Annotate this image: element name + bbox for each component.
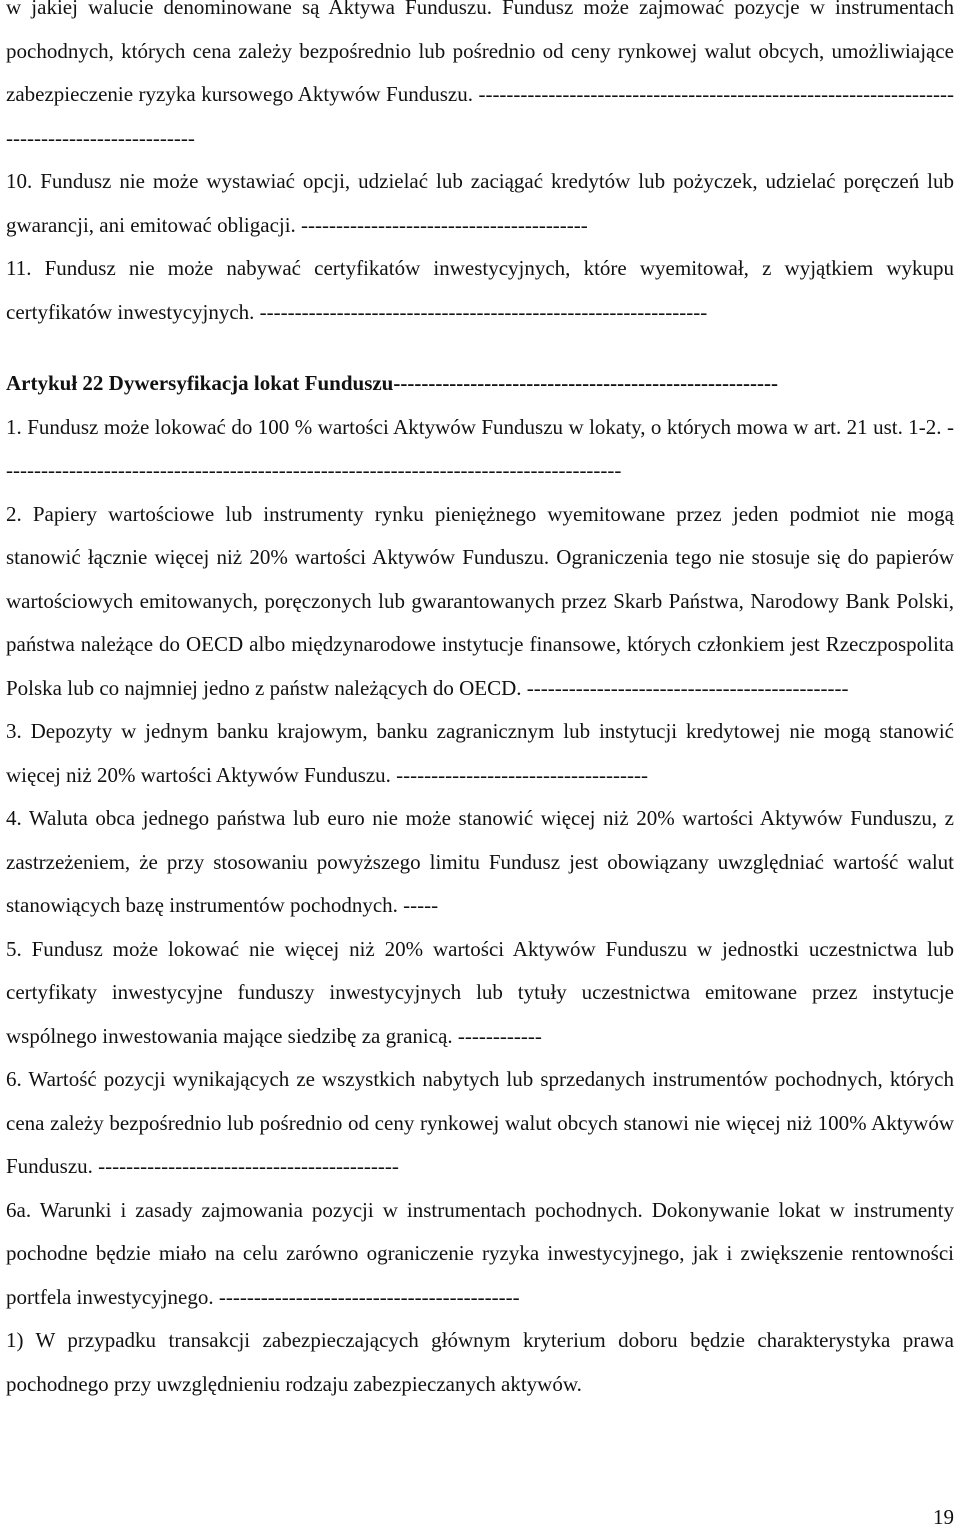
page-number: 19 (933, 1505, 954, 1529)
article-paragraph-4: 4. Waluta obca jednego państwa lub euro nie może stanowić więcej niż 20% wartości Aktywów Funduszu, z zastrzeżeniem, że przy stosowaniu powyższego limitu Fundusz jest obowiązany uwzględniać wartość walut stanowiących bazę instrumentów pochodnych. ----- (6, 806, 954, 917)
paragraph-continuation: w jakiej walucie denominowane są Aktywa Funduszu. Fundusz może zajmować pozycje w instrumentach pochodnych, których cena zależy bezpośrednio lub pośrednio od ceny rynkowej walut obcych, umożliwiające zabezpieczenie ryzyka kursowego Aktywów Funduszu. ----------------------------------------------------------------------------------------------- (6, 0, 954, 150)
article-paragraph-6a-1: 1) W przypadku transakcji zabezpieczających głównym kryterium doboru będzie charakterystyka prawa pochodnego przy uwzględnieniu rodzaju zabezpieczanych aktywów. (6, 1328, 954, 1396)
paragraph-11: 11. Fundusz nie może nabywać certyfikatów inwestycyjnych, które wyemitował, z wyjątkiem wykupu certyfikatów inwestycyjnych. ---------------------------------------------------------------- (6, 256, 954, 324)
paragraph-10: 10. Fundusz nie może wystawiać opcji, udzielać lub zaciągać kredytów lub pożyczek, udzielać poręczeń lub gwarancji, ani emitować obligacji. ----------------------------------------- (6, 169, 954, 237)
article-paragraph-6a: 6a. Warunki i zasady zajmowania pozycji w instrumentach pochodnych. Dokonywanie lokat w instrumenty pochodne będzie miało na celu zarówno ograniczenie ryzyka inwestycyjnego, jak i zwiększenie rentowności portfela inwestycyjnego. ------------------------------------------- (6, 1197, 954, 1309)
article-paragraph-3: 3. Depozyty w jednym banku krajowym, banku zagranicznym lub instytucji kredytowej nie mogą stanowić więcej niż 20% wartości Aktywów Funduszu. ------------------------------------ (6, 719, 954, 787)
article-paragraph-2: 2. Papiery wartościowe lub instrumenty rynku pieniężnego wyemitowane przez jeden podmiot nie mogą stanowić łącznie więcej niż 20% wartości Aktywów Funduszu. Ograniczenia tego nie stosuje się do papierów wartościowych emitowanych, poręczonych lub gwarantowanych przez Skarb Państwa, Narodowy Bank Polski, państwa należące do OECD albo międzynarodowe instytucje finansowe, których członkiem jest Rzeczpospolita Polska lub co najmniej jedno z państw należących do OECD. ---------------------------------------------- (6, 501, 954, 700)
article-paragraph-5: 5. Fundusz może lokować nie więcej niż 20% wartości Aktywów Funduszu w jednostki uczestnictwa lub certyfikaty inwestycyjne funduszy inwestycyjnych lub tytuły uczestnictwa emitowane przez instytucje wspólnego inwestowania mające siedzibę za granicą. ------------ (6, 936, 954, 1048)
article-22-heading: Artykuł 22 Dywersyfikacja lokat Funduszu------------------------------------------------------- (6, 371, 778, 395)
document-page (6, 0, 954, 1406)
article-paragraph-6: 6. Wartość pozycji wynikających ze wszystkich nabytych lub sprzedanych instrumentów pochodnych, których cena zależy bezpośrednio lub pośrednio od ceny rynkowej walut obcych stanowi nie więcej niż 100% Aktywów Funduszu. ------------------------------------------- (6, 1067, 954, 1178)
article-paragraph-1: 1. Fundusz może lokować do 100 % wartości Aktywów Funduszu w lokaty, o których mowa w art. 21 ust. 1-2. ----------------------------------------------------------------------------------------- (6, 414, 954, 482)
